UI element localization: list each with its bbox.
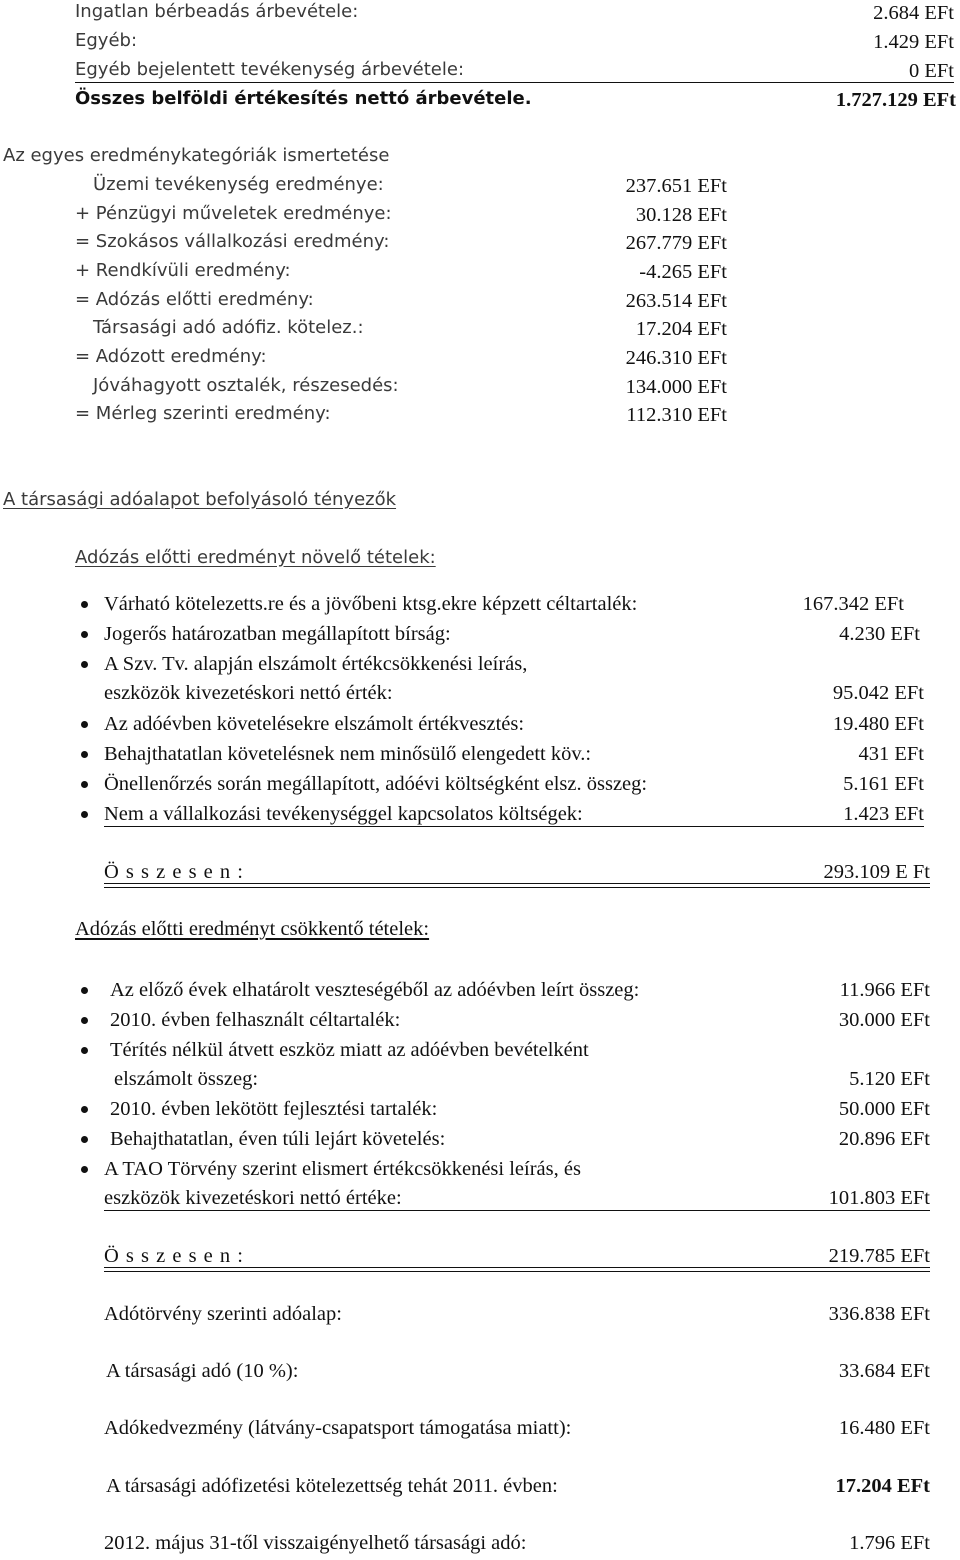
increasing-item-value: 5.161 EFt <box>843 773 924 795</box>
summary-value-corporate-tax: 33.684 EFt <box>838 1360 930 1382</box>
summary-label-reclaimable-tax: 2012. május 31-től visszaigényelhető társasági adó: <box>104 1532 527 1554</box>
result-value-2: 30.128 EFt <box>635 204 727 226</box>
bullet-icon <box>81 1166 88 1173</box>
decreasing-item-value: 5.120 EFt <box>849 1068 930 1090</box>
decreasing-item-value: 30.000 EFt <box>838 1009 930 1031</box>
decreasing-item-value: 50.000 EFt <box>838 1098 930 1120</box>
revenue-value-3: 0 EFt <box>909 60 954 82</box>
bullet-icon <box>81 751 88 758</box>
result-categories-title: Az egyes eredménykategóriák ismertetése <box>3 145 390 166</box>
revenue-value-1: 2.684 EFt <box>873 2 954 24</box>
increasing-item-label-continued: eszközök kivezetéskori nettó érték: <box>104 682 393 704</box>
decreasing-item-value: 11.966 EFt <box>839 979 930 1001</box>
result-value-5: 263.514 EFt <box>625 290 727 312</box>
summary-value-tax-liability: 17.204 EFt <box>835 1475 930 1497</box>
result-label-4: + Rendkívüli eredmény: <box>75 260 291 281</box>
increasing-item-label: Behajthatatlan követelésnek nem minősülő elengedett köv.: <box>104 743 592 765</box>
decreasing-item-value: 20.896 EFt <box>838 1128 930 1150</box>
increasing-item-value: 95.042 EFt <box>832 682 924 704</box>
decreasing-item-value: 101.803 EFt <box>828 1187 930 1209</box>
increasing-item-label: A Szv. Tv. alapján elszámolt értékcsökkenési leírás, <box>104 653 528 675</box>
summary-value-tax-base: 336.838 EFt <box>828 1303 930 1325</box>
bullet-icon <box>81 781 88 788</box>
summary-label-tax-base: Adótörvény szerinti adóalap: <box>104 1303 342 1325</box>
increasing-item-label: Nem a vállalkozási tevékenységgel kapcsolatos költségek: <box>104 803 583 825</box>
decreasing-total-double-rule <box>104 1267 930 1272</box>
increasing-title: Adózás előtti eredményt növelő tételek: <box>75 547 436 568</box>
tax-base-title: A társasági adóalapot befolyásoló tényezők <box>3 489 397 510</box>
revenue-label-2: Egyéb: <box>75 30 138 51</box>
decreasing-total-value: 219.785 EFt <box>828 1245 930 1267</box>
increasing-items-rule <box>104 826 924 827</box>
increasing-item-value: 431 EFt <box>858 743 924 765</box>
decreasing-item-label-continued: eszközök kivezetéskori nettó értéke: <box>104 1187 402 1209</box>
result-value-3: 267.779 EFt <box>625 232 727 254</box>
bullet-icon <box>81 721 88 728</box>
decreasing-item-label: 2010. évben lekötött fejlesztési tartalék: <box>110 1098 438 1120</box>
decreasing-items-rule <box>104 1210 930 1211</box>
bullet-icon <box>81 1136 88 1143</box>
increasing-item-value: 167.342 EFt <box>802 593 904 615</box>
result-label-6: Társasági adó adófiz. kötelez.: <box>93 317 364 338</box>
increasing-item-label: Várható kötelezetts.re és a jövőbeni ktsg.ekre képzett céltartalék: <box>104 593 638 615</box>
summary-label-corporate-tax: A társasági adó (10 %): <box>106 1360 299 1382</box>
increasing-item-value: 1.423 EFt <box>843 803 924 825</box>
decreasing-item-label: Térítés nélkül átvett eszköz miatt az adóévben bevételként <box>110 1039 589 1061</box>
bullet-icon <box>81 987 88 994</box>
bullet-icon <box>81 1017 88 1024</box>
decreasing-total-label: Ö s s z e s e n : <box>104 1245 244 1267</box>
revenue-total-label: Összes belföldi értékesítés nettó árbevétele. <box>75 88 532 109</box>
result-label-7: = Adózott eredmény: <box>75 346 267 367</box>
increasing-total-double-rule <box>104 883 930 888</box>
decreasing-item-label: Behajthatatlan, éven túli lejárt követelés: <box>110 1128 446 1150</box>
increasing-total-label: Ö s s z e s e n : <box>104 861 244 883</box>
decreasing-item-label-continued: elszámolt összeg: <box>114 1068 259 1090</box>
result-label-1: Üzemi tevékenység eredménye: <box>93 174 384 195</box>
result-value-1: 237.651 EFt <box>625 175 727 197</box>
increasing-total-value: 293.109 E Ft <box>823 861 930 883</box>
result-value-4: -4.265 EFt <box>639 261 727 283</box>
result-value-9: 112.310 EFt <box>626 404 727 426</box>
increasing-item-value: 19.480 EFt <box>832 713 924 735</box>
revenue-label-3: Egyéb bejelentett tevékenység árbevétele: <box>75 59 465 80</box>
increasing-item-label: Az adóévben követelésekre elszámolt értékvesztés: <box>104 713 525 735</box>
revenue-total-value: 1.727.129 EFt <box>835 89 956 111</box>
bullet-icon <box>81 661 88 668</box>
bullet-icon <box>81 601 88 608</box>
result-value-7: 246.310 EFt <box>625 347 727 369</box>
summary-label-tax-liability: A társasági adófizetési kötelezettség tehát 2011. évben: <box>106 1475 558 1497</box>
summary-value-reclaimable-tax: 1.796 EFt <box>849 1532 930 1554</box>
bullet-icon <box>81 1047 88 1054</box>
revenue-label-1: Ingatlan bérbeadás árbevétele: <box>75 1 359 22</box>
summary-label-tax-allowance: Adókedvezmény (látvány-csapatsport támogatása miatt): <box>104 1417 572 1439</box>
result-label-5: = Adózás előtti eredmény: <box>75 289 314 310</box>
result-label-8: Jóváhagyott osztalék, részesedés: <box>93 375 399 396</box>
decreasing-item-label: 2010. évben felhasznált céltartalék: <box>110 1009 401 1031</box>
revenue-total-rule <box>75 82 954 83</box>
increasing-item-label: Jogerős határozatban megállapított bírság: <box>104 623 451 645</box>
decreasing-item-label: A TAO Törvény szerint elismert értékcsökkenési leírás, és <box>104 1158 581 1180</box>
revenue-value-2: 1.429 EFt <box>873 31 954 53</box>
decreasing-item-label: Az előző évek elhatárolt veszteségéből az adóévben leírt összeg: <box>110 979 640 1001</box>
result-label-9: = Mérleg szerinti eredmény: <box>75 403 331 424</box>
bullet-icon <box>81 631 88 638</box>
result-label-2: + Pénzügyi műveletek eredménye: <box>75 203 392 224</box>
result-value-6: 17.204 EFt <box>635 318 727 340</box>
result-label-3: = Szokásos vállalkozási eredmény: <box>75 231 390 252</box>
increasing-item-label: Önellenőrzés során megállapított, adóévi költségként elsz. összeg: <box>104 773 648 795</box>
summary-value-tax-allowance: 16.480 EFt <box>838 1417 930 1439</box>
decreasing-title: Adózás előtti eredményt csökkentő tételek: <box>75 918 430 940</box>
bullet-icon <box>81 811 88 818</box>
bullet-icon <box>81 1106 88 1113</box>
result-value-8: 134.000 EFt <box>625 376 727 398</box>
increasing-item-value: 4.230 EFt <box>839 623 920 645</box>
